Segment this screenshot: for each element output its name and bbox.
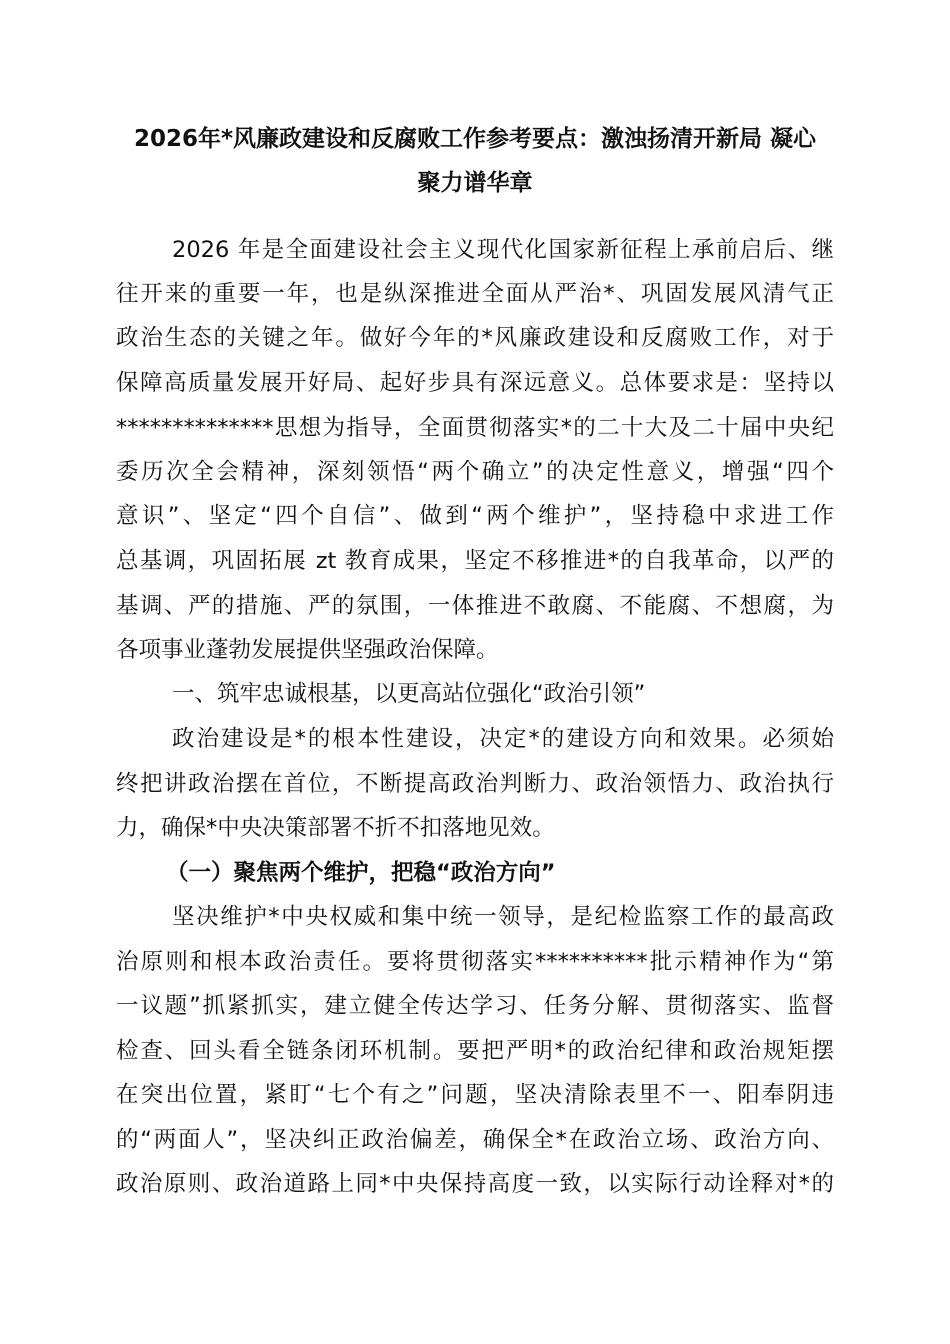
- section-1-line-2: 终把讲政治摆在首位，不断提高政治判断力、政治领悟力、政治执行: [116, 771, 834, 797]
- section-1-heading: 一、筑牢忠诚根基，以更高站位强化“政治引领”: [172, 681, 646, 707]
- intro-line-1: 2026 年是全面建设社会主义现代化国家新征程上承前启后、继: [172, 237, 834, 263]
- intro-line-8: 总基调，巩固拓展 zt 教育成果，坚定不移推进*的自我革命，以严的: [116, 548, 834, 574]
- subsection-1-line-1: 坚决维护*中央权威和集中统一领导，是纪检监察工作的最高政: [172, 904, 834, 930]
- intro-line-2: 往开来的重要一年，也是纵深推进全面从严治*、巩固发展风清气正: [116, 281, 834, 307]
- subsection-1-line-2: 治原则和根本政治责任。要将贯彻落实**********批示精神作为“第: [116, 949, 834, 975]
- subsection-1-line-4: 检查、回头看全链条闭环机制。要把严明*的政治纪律和政治规矩摆: [116, 1038, 834, 1064]
- doc-title-line-2: 聚力谱华章: [417, 170, 533, 196]
- subsection-1-line-6: 的“两面人”，坚决纠正政治偏差，确保全*在政治立场、政治方向、: [116, 1127, 834, 1153]
- intro-line-4: 保障高质量发展开好局、起好步具有深远意义。总体要求是：坚持以: [116, 370, 834, 396]
- intro-line-9: 基调、严的措施、严的氛围，一体推进不敢腐、不能腐、不想腐，为: [116, 593, 834, 619]
- section-1-line-1: 政治建设是*的根本性建设，决定*的建设方向和效果。必须始: [172, 726, 834, 752]
- subsection-1-line-7: 政治原则、政治道路上同*中央保持高度一致，以实际行动诠释对*的: [116, 1171, 834, 1197]
- intro-line-3: 政治生态的关键之年。做好今年的*风廉政建设和反腐败工作，对于: [116, 325, 834, 351]
- intro-line-7: 意识”、坚定“四个自信”、做到“两个维护”，坚持稳中求进工作: [116, 503, 834, 529]
- subsection-1-line-5: 在突出位置，紧盯“七个有之”问题，坚决清除表里不一、阳奉阴违: [116, 1082, 834, 1108]
- section-1-line-3: 力，确保*中央决策部署不折不扣落地见效。: [116, 815, 555, 841]
- intro-line-10: 各项事业蓬勃发展提供坚强政治保障。: [116, 637, 499, 663]
- doc-title-line-1: 2026年*风廉政建设和反腐败工作参考要点：激浊扬清开新局 凝心: [133, 126, 817, 152]
- subsection-1-line-3: 一议题”抓紧抓实，建立健全传达学习、任务分解、贯彻落实、监督: [116, 993, 834, 1019]
- intro-line-5: **************思想为指导，全面贯彻落实*的二十大及二十届中央纪: [116, 415, 834, 441]
- subsection-1-heading: （一）聚焦两个维护，把稳“政治方向”: [166, 860, 556, 886]
- intro-line-6: 委历次全会精神，深刻领悟“两个确立”的决定性意义，增强“四个: [116, 459, 834, 485]
